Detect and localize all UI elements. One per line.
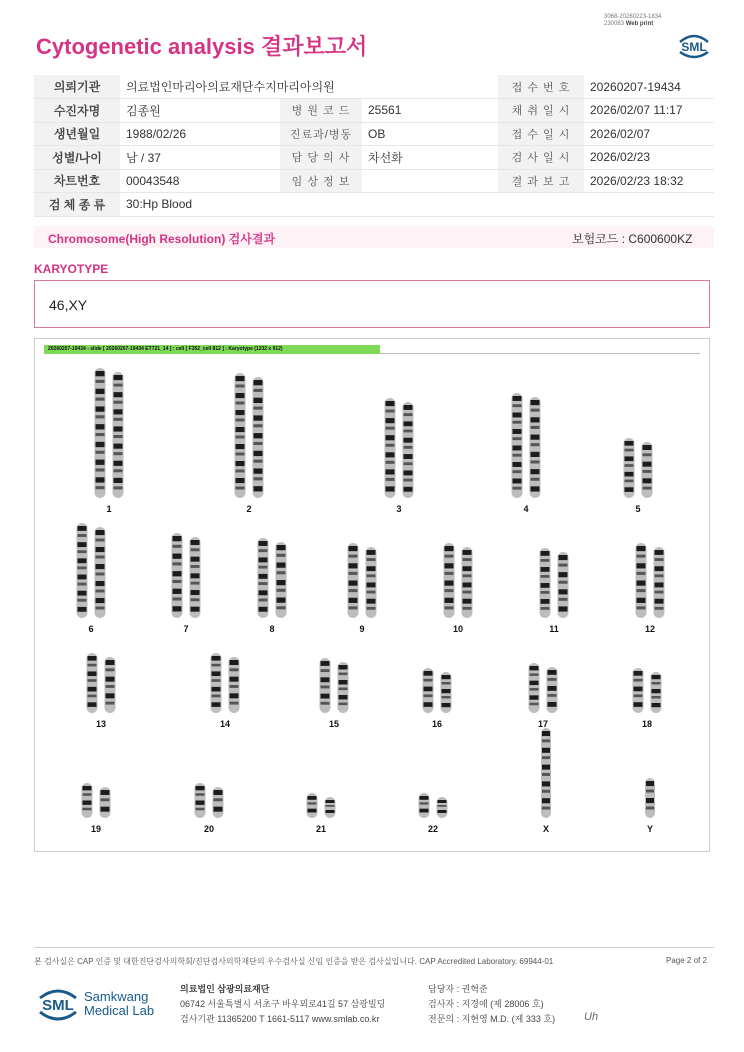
chromosome-1 [95,368,124,498]
chromosome-13 [87,653,116,713]
info-label: 임 상 정 보 [280,169,362,193]
chromosome-number: 12 [644,624,655,634]
info-label: 수진자명 [34,99,120,123]
logo-bottom-text: SML [42,997,74,1014]
chromosome-Y [645,778,655,818]
footer-divider [34,947,714,948]
logo-bottom-name [84,990,154,1018]
info-row [34,193,714,217]
info-row [34,99,714,123]
info-label: 병 원 코 드 [280,99,362,123]
info-label: 담 당 의 사 [280,146,362,170]
chromosome-number: 11 [549,624,559,634]
info-value: 의료법인마리아의료재단수지마리아의원 [120,75,498,99]
info-value: OB [362,122,498,146]
chromosome-6 [77,523,106,618]
chromosome-number: 15 [328,719,339,729]
chromosome-number: 22 [427,824,438,834]
karyotype-result: 46,XY [34,280,710,328]
chromosome-number: 20 [203,824,214,834]
chromosome-12 [636,543,665,618]
info-label: 검 체 종 류 [34,193,120,217]
info-value: 2026/02/23 [584,146,714,170]
logo-top-text: SML [681,40,707,54]
chromosome-22 [419,793,448,818]
info-value: 차선화 [362,146,498,170]
info-value: 30:Hp Blood [120,193,714,217]
info-row [34,75,714,99]
chromosome-number: 1 [106,504,112,514]
info-value: 남 / 37 [120,146,280,170]
logo-line2: Medical Lab [84,1003,155,1018]
info-row [34,122,714,146]
info-value: 2026/02/07 [584,122,714,146]
chromosome-number: 13 [95,719,106,729]
chromosome-number: 7 [183,624,189,634]
chromosome-number: 19 [90,824,101,834]
chromosome-number: 18 [641,719,652,729]
result-section-title: Chromosome(High Resolution) 검사결과 [48,232,276,246]
web-print-label: Web print [625,21,654,27]
chromosome-number: 14 [219,719,230,729]
info-value: 1988/02/26 [120,122,280,146]
chromosome-5 [624,438,653,498]
karyogram-caption: 20260207-19434 - slide [ 20260207-19434 ET721_14 ] : cell [ F352_cell 812 ] : Karyotype (1232 x 912) [44,345,380,354]
report-title: Cytogenetic analysis 결과보고서 [36,34,368,59]
chromosome-number: 21 [315,824,326,834]
print-code2: 230083 [604,21,625,27]
chromosome-10 [444,543,473,618]
chromosome-8 [258,538,287,618]
chromosome-number: X [542,824,549,834]
print-meta [604,14,661,28]
info-value: 2026/02/07 11:17 [584,99,714,123]
info-value: 2026/02/23 18:32 [584,169,714,193]
chromosome-3 [385,398,414,498]
info-label: 접 수 번 호 [498,75,584,99]
chromosome-9 [348,543,377,618]
info-label: 차트번호 [34,169,120,193]
page-number: Page 2 of 2 [666,956,707,965]
karyotype-label: KARYOTYPE [34,262,109,276]
info-label: 진료과/병동 [280,122,362,146]
chromosome-number: Y [646,824,653,834]
info-value: 25561 [362,99,498,123]
chromosome-14 [211,653,240,713]
info-label: 생년월일 [34,122,120,146]
chromosome-19 [82,783,111,818]
chromosome-4 [512,393,541,498]
info-label: 결 과 보 고 [498,169,584,193]
footer-address: 06742 서울특별시 서초구 바우뫼로41길 57 삼광빌딩 [180,999,386,1009]
chromosome-15 [320,658,349,713]
logo-line1: Samkwang [84,989,149,1004]
chromosome-number: 9 [359,624,365,634]
staff-tester: 검사자 : 지경애 (제 28006 호) [428,999,544,1009]
chromosome-17 [529,663,558,713]
staff-specialist: 전문의 : 지현영 M.D. (제 333 호) [428,1014,556,1024]
footer-contact: 검사기관 11365200 T 1661-5117 www.smlab.co.kr [180,1014,380,1024]
sml-logo-bottom [36,982,80,1031]
footer-org: 의료법인 삼광의료재단 [180,984,270,994]
chromosome-number: 16 [431,719,442,729]
patient-info-body [34,75,714,216]
chromosome-X [541,728,551,818]
info-label: 채 취 일 시 [498,99,584,123]
chromosome-21 [307,793,336,818]
chromosome-20 [195,783,224,818]
print-code: 3068-20260223-1834 [604,14,662,20]
chromosome-number: 3 [396,504,402,514]
chromosome-number: 10 [452,624,463,634]
sml-logo-top [676,28,712,69]
info-value: 20260207-19434 [584,75,714,99]
insurance-code: 보험코드 : C600600KZ [572,232,693,246]
info-label: 접 수 일 시 [498,122,584,146]
cap-note: 본 검사실은 CAP 인증 및 대한진단검사의학회/진단검사의학재단의 우수검사실 신임 인증을 받은 검사실입니다. CAP Accredited Laboratory. 69944-01 [34,957,554,966]
info-value: 00043548 [120,169,280,193]
chromosome-number: 17 [537,719,548,729]
chromosome-2 [235,373,264,498]
info-label: 의뢰기관 [34,75,120,99]
info-value [362,169,498,193]
chromosome-number: 5 [635,504,641,514]
info-value: 김종원 [120,99,280,123]
chromosome-11 [540,548,569,618]
info-label: 성별/나이 [34,146,120,170]
chromosome-18 [633,668,662,713]
staff-manager: 담당자 : 권혁준 [428,984,488,994]
chromosome-7 [172,533,201,618]
info-row [34,169,714,193]
chromosome-number: 8 [269,624,275,634]
chromosome-number: 6 [88,624,94,634]
info-row [34,146,714,170]
chromosome-number: 2 [246,504,252,514]
chromosome-number: 4 [523,504,529,514]
patient-info-table [34,75,714,217]
chromosome-16 [423,668,452,713]
signature: Uh [584,1011,599,1023]
info-label: 검 사 일 시 [498,146,584,170]
karyogram-image [34,338,710,852]
